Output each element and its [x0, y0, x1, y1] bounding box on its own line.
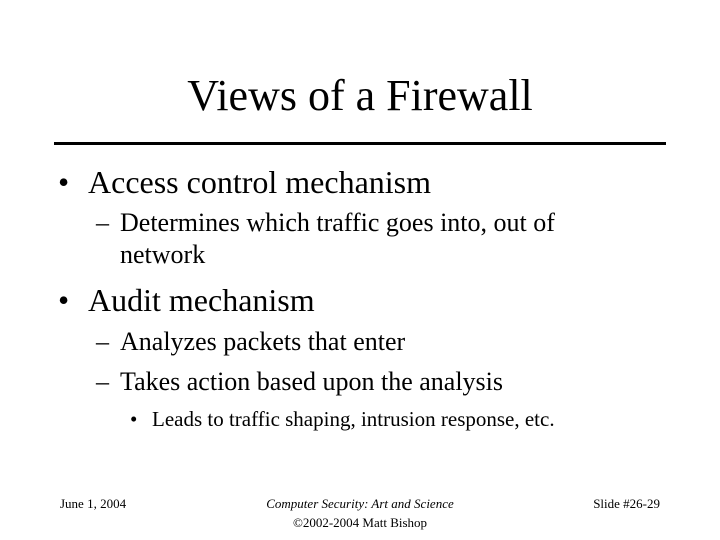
slide-title: Views of a Firewall [187, 71, 533, 120]
dash-icon: – [96, 367, 109, 396]
bullet-icon: • [58, 164, 70, 200]
sub-bullet-continuation: network [120, 240, 206, 269]
sub-bullet-text: Analyzes packets that enter [120, 327, 406, 356]
bullet-icon: • [58, 282, 70, 318]
bullet-text: Audit mechanism [88, 282, 315, 318]
footer-copyright: ©2002-2004 Matt Bishop [292, 515, 428, 530]
footer-slide-number: Slide #26-29 [593, 496, 660, 511]
sub-bullet-analyzes [96, 326, 405, 358]
title-divider [54, 142, 666, 145]
sub-sub-bullet-leads-to [130, 406, 555, 432]
footer-book-title: Computer Security: Art and Science [266, 496, 454, 511]
footer-date: June 1, 2004 [60, 496, 127, 511]
sub-bullet-takes-action [96, 366, 503, 398]
bullet-audit [58, 282, 315, 318]
sub-bullet-text: Takes action based upon the analysis [120, 367, 504, 396]
bullet-access-control [58, 164, 431, 200]
bullet-icon: • [130, 407, 138, 431]
bullet-text: Access control mechanism [88, 164, 431, 200]
sub-bullet-determines [96, 207, 555, 239]
sub-sub-bullet-text: Leads to traffic shaping, intrusion response, etc. [152, 407, 555, 431]
footer-center [210, 494, 510, 532]
sub-bullet-text: Determines which traffic goes into, out of [120, 208, 555, 237]
dash-icon: – [96, 208, 109, 237]
dash-icon: – [96, 327, 109, 356]
